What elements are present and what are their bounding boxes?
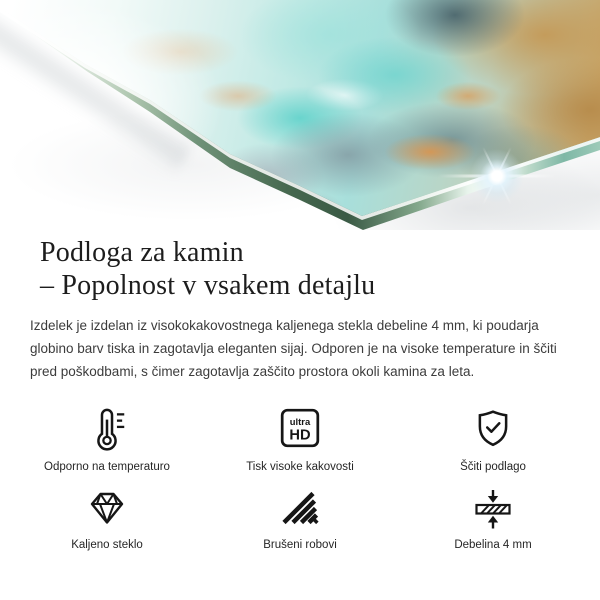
feature-grid [12, 406, 588, 552]
feature-temperature [12, 406, 202, 474]
svg-text:ultra: ultra [289, 415, 311, 427]
feature-tempered-glass [12, 488, 202, 552]
product-description: Izdelek je izdelan iz visokokakovostnega kaljenega stekla debeline 4 mm, ki poudarja globino barv tiska in zagotavlja eleganten sijaj. Odporen je na visoke temperature in ščiti pred poškodbami, s čimer zagotavlja zaščito prostora okoli kamina za leta. [30, 318, 557, 379]
feature-row-1 [12, 406, 588, 474]
feature-print-quality [205, 406, 395, 474]
title-line-1: Podloga za kamin [40, 237, 244, 268]
feature-protects-surface [398, 406, 588, 474]
page-title [40, 236, 570, 302]
feature-polished-edges [205, 488, 395, 552]
feature-label: Brušeni robovi [263, 539, 337, 551]
thermometer-icon [86, 406, 128, 452]
feature-thickness [398, 488, 588, 552]
polished-edges-icon [279, 488, 321, 528]
feature-label: Debelina 4 mm [454, 539, 532, 551]
product-hero-image [0, 0, 600, 230]
feature-label: Ščiti podlago [460, 461, 526, 473]
ultra-hd-icon [278, 406, 322, 450]
shield-check-icon [472, 406, 514, 450]
feature-label: Tisk visoke kakovosti [246, 461, 354, 473]
feature-row-2 [12, 488, 588, 552]
feature-label: Odporno na temperaturo [44, 461, 170, 473]
title-line-2: – Popolnost v vsakem detajlu [40, 270, 376, 301]
thickness-icon [472, 488, 514, 530]
svg-text:HD: HD [289, 427, 311, 444]
feature-label: Kaljeno steklo [71, 539, 143, 551]
diamond-icon [86, 488, 128, 528]
